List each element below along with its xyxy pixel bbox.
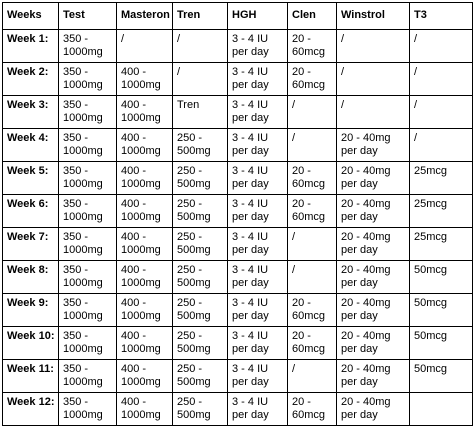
cell-t3: /: [410, 129, 473, 162]
cell-winstrol: /: [337, 96, 410, 129]
cell-clen: 20 - 60mcg: [288, 294, 337, 327]
cell-t3: /: [410, 30, 473, 63]
header-masteron: Masteron: [117, 3, 173, 30]
cell-tren: 250 - 500mg: [173, 162, 228, 195]
table-row: [3, 294, 473, 327]
cell-test: 350 - 1000mg: [59, 261, 117, 294]
cell-tren: /: [173, 30, 228, 63]
cell-test: 350 - 1000mg: [59, 96, 117, 129]
cell-t3: 25mcg: [410, 195, 473, 228]
cell-clen: /: [288, 96, 337, 129]
cell-week: Week 3:: [3, 96, 59, 129]
cell-test: 350 - 1000mg: [59, 393, 117, 426]
cell-masteron: 400 - 1000mg: [117, 63, 173, 96]
header-winstrol: Winstrol: [337, 3, 410, 30]
cell-test: 350 - 1000mg: [59, 195, 117, 228]
header-t3: T3: [410, 3, 473, 30]
cell-winstrol: 20 - 40mg per day: [337, 393, 410, 426]
cell-t3: 25mcg: [410, 162, 473, 195]
cell-test: 350 - 1000mg: [59, 228, 117, 261]
cell-hgh: 3 - 4 IU per day: [228, 129, 288, 162]
cell-hgh: 3 - 4 IU per day: [228, 228, 288, 261]
header-clen: Clen: [288, 3, 337, 30]
cell-winstrol: 20 - 40mg per day: [337, 327, 410, 360]
cell-clen: 20 - 60mcg: [288, 63, 337, 96]
cell-test: 350 - 1000mg: [59, 63, 117, 96]
cell-t3: 50mcg: [410, 360, 473, 393]
cell-test: 350 - 1000mg: [59, 327, 117, 360]
table-row: [3, 195, 473, 228]
table-row: [3, 129, 473, 162]
cell-week: Week 4:: [3, 129, 59, 162]
cell-week: Week 6:: [3, 195, 59, 228]
table-row: [3, 261, 473, 294]
cell-t3: 50mcg: [410, 294, 473, 327]
cell-hgh: 3 - 4 IU per day: [228, 393, 288, 426]
cell-tren: 250 - 500mg: [173, 261, 228, 294]
cell-hgh: 3 - 4 IU per day: [228, 63, 288, 96]
cell-masteron: 400 - 1000mg: [117, 360, 173, 393]
cell-t3: /: [410, 63, 473, 96]
cell-hgh: 3 - 4 IU per day: [228, 96, 288, 129]
cell-clen: /: [288, 228, 337, 261]
cell-tren: Tren: [173, 96, 228, 129]
table-row: [3, 30, 473, 63]
cell-masteron: 400 - 1000mg: [117, 294, 173, 327]
cell-t3: [410, 393, 473, 426]
cell-hgh: 3 - 4 IU per day: [228, 195, 288, 228]
cell-hgh: 3 - 4 IU per day: [228, 327, 288, 360]
table-row: [3, 63, 473, 96]
cell-masteron: 400 - 1000mg: [117, 393, 173, 426]
cell-masteron: 400 - 1000mg: [117, 96, 173, 129]
cell-hgh: 3 - 4 IU per day: [228, 162, 288, 195]
cell-test: 350 - 1000mg: [59, 360, 117, 393]
table-row: [3, 228, 473, 261]
cell-tren: 250 - 500mg: [173, 393, 228, 426]
cell-t3: 25mcg: [410, 228, 473, 261]
cell-test: 350 - 1000mg: [59, 129, 117, 162]
table-row: [3, 393, 473, 426]
cell-t3: 50mcg: [410, 327, 473, 360]
cell-winstrol: 20 - 40mg per day: [337, 129, 410, 162]
cell-masteron: 400 - 1000mg: [117, 228, 173, 261]
cell-hgh: 3 - 4 IU per day: [228, 294, 288, 327]
cell-week: Week 8:: [3, 261, 59, 294]
cell-clen: 20 - 60mcg: [288, 327, 337, 360]
table-body: [3, 30, 473, 426]
table-row: [3, 162, 473, 195]
cell-tren: 250 - 500mg: [173, 294, 228, 327]
cell-week: Week 5:: [3, 162, 59, 195]
cell-winstrol: 20 - 40mg per day: [337, 195, 410, 228]
header-tren: Tren: [173, 3, 228, 30]
cell-week: Week 11:: [3, 360, 59, 393]
table-row: [3, 360, 473, 393]
cell-masteron: 400 - 1000mg: [117, 195, 173, 228]
table-row: [3, 96, 473, 129]
header-test: Test: [59, 3, 117, 30]
cell-winstrol: /: [337, 30, 410, 63]
cell-hgh: 3 - 4 IU per day: [228, 30, 288, 63]
cell-tren: 250 - 500mg: [173, 228, 228, 261]
cell-week: Week 1:: [3, 30, 59, 63]
cell-tren: 250 - 500mg: [173, 195, 228, 228]
cell-masteron: 400 - 1000mg: [117, 129, 173, 162]
cell-clen: 20 - 60mcg: [288, 162, 337, 195]
cell-clen: /: [288, 261, 337, 294]
cell-clen: /: [288, 129, 337, 162]
cell-clen: /: [288, 360, 337, 393]
cell-winstrol: /: [337, 63, 410, 96]
cell-winstrol: 20 - 40mg per day: [337, 360, 410, 393]
cell-test: 350 - 1000mg: [59, 162, 117, 195]
cell-week: Week 10:: [3, 327, 59, 360]
table-row: [3, 327, 473, 360]
cycle-schedule-table: [2, 2, 473, 426]
cell-clen: 20 - 60mcg: [288, 393, 337, 426]
cell-masteron: 400 - 1000mg: [117, 261, 173, 294]
cell-tren: 250 - 500mg: [173, 327, 228, 360]
cell-masteron: 400 - 1000mg: [117, 162, 173, 195]
cell-test: 350 - 1000mg: [59, 30, 117, 63]
cell-t3: 50mcg: [410, 261, 473, 294]
cell-hgh: 3 - 4 IU per day: [228, 261, 288, 294]
cell-test: 350 - 1000mg: [59, 294, 117, 327]
cell-tren: 250 - 500mg: [173, 360, 228, 393]
cell-week: Week 12:: [3, 393, 59, 426]
cell-week: Week 9:: [3, 294, 59, 327]
header-hgh: HGH: [228, 3, 288, 30]
cell-masteron: 400 - 1000mg: [117, 327, 173, 360]
header-weeks: Weeks: [3, 3, 59, 30]
cell-tren: 250 - 500mg: [173, 129, 228, 162]
cell-clen: 20 - 60mcg: [288, 30, 337, 63]
cell-week: Week 2:: [3, 63, 59, 96]
cell-masteron: /: [117, 30, 173, 63]
cell-t3: /: [410, 96, 473, 129]
cell-winstrol: 20 - 40mg per day: [337, 228, 410, 261]
cell-winstrol: 20 - 40mg per day: [337, 261, 410, 294]
cell-winstrol: 20 - 40mg per day: [337, 162, 410, 195]
cell-hgh: 3 - 4 IU per day: [228, 360, 288, 393]
cycle-table-container: [0, 2, 474, 421]
cell-winstrol: 20 - 40mg per day: [337, 294, 410, 327]
cell-tren: /: [173, 63, 228, 96]
cell-week: Week 7:: [3, 228, 59, 261]
cell-clen: 20 - 60mcg: [288, 195, 337, 228]
table-header-row: [3, 3, 473, 30]
